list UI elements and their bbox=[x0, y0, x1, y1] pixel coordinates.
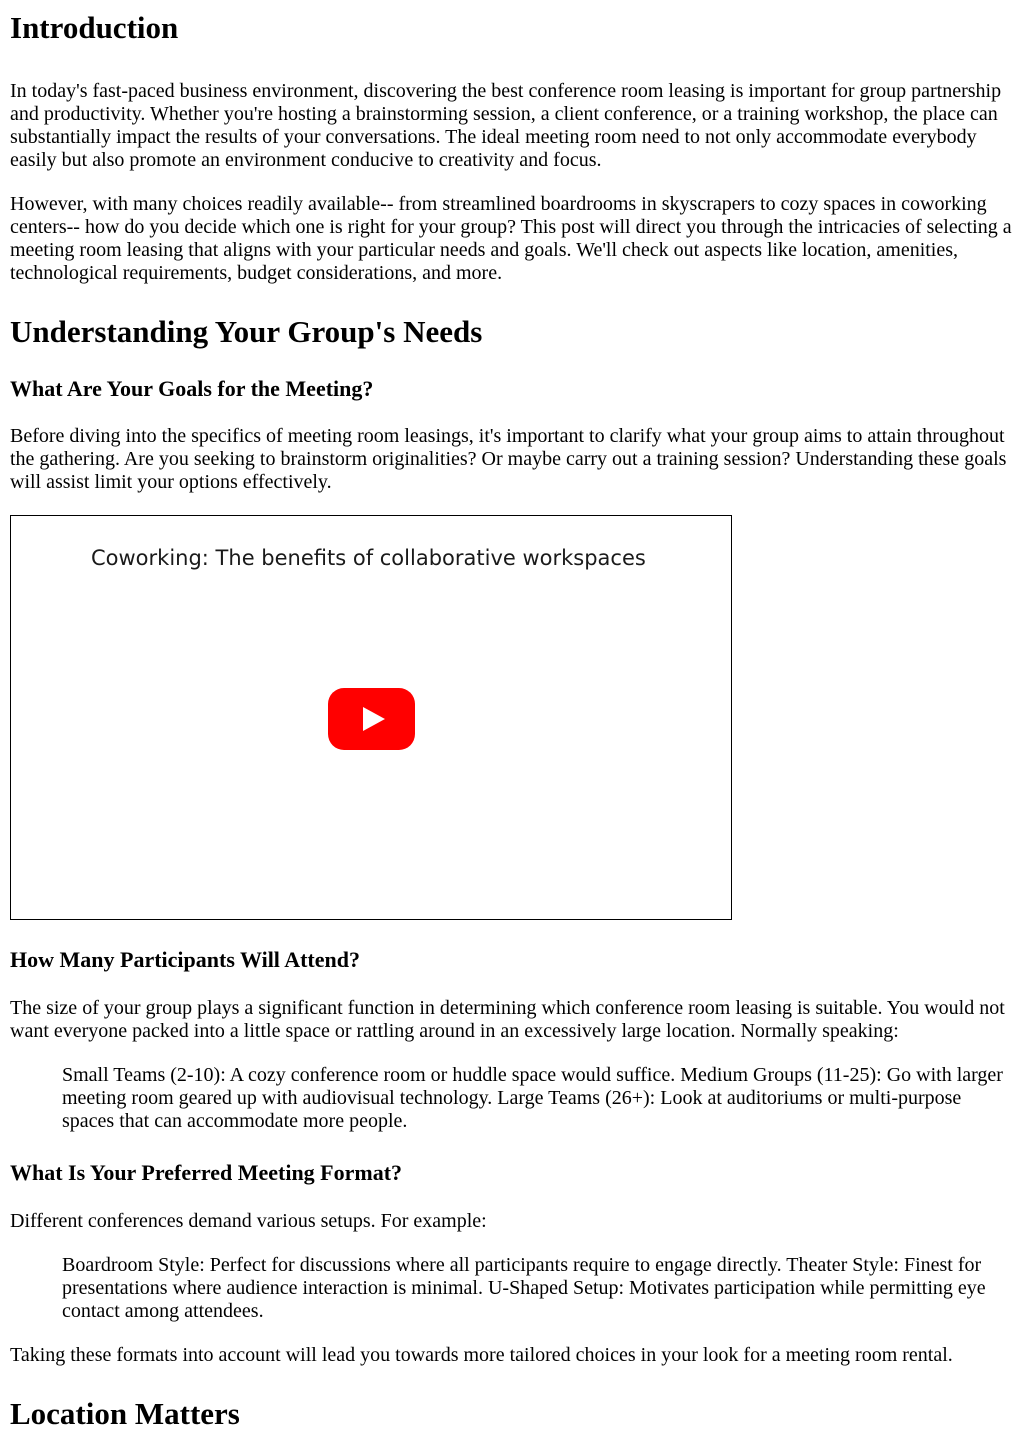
meeting-goals-heading: What Are Your Goals for the Meeting? bbox=[10, 376, 374, 401]
participants-paragraph: The size of your group plays a significant function in determining which conference room leasing is suitable. You would not want everyone packed into a little space or rattling around in an excessively large location. Normally speaking: bbox=[10, 997, 1005, 1042]
youtube-play-icon[interactable] bbox=[328, 688, 415, 750]
team-size-quote: Small Teams (2-10): A cozy conference room or huddle space would suffice. Medium Groups (11-25): Go with larger meeting room geared up with audiovisual technology. Large Teams (26+): Look at auditoriums or multi-purpose spaces that can accommodate more people. bbox=[62, 1064, 1003, 1132]
meeting-format-paragraph: Different conferences demand various setups. For example: bbox=[10, 1210, 487, 1232]
meeting-format-closing: Taking these formats into account will lead you towards more tailored choices in your look for a meeting room rental. bbox=[10, 1344, 953, 1366]
location-heading: Location Matters bbox=[10, 1396, 240, 1431]
video-title[interactable]: Coworking: The benefits of collaborative workspaces bbox=[91, 546, 646, 570]
meeting-format-quote: Boardroom Style: Perfect for discussions where all participants require to engage directly. Theater Style: Finest for presentations where audience interaction is minimal. U-Shaped Setup: Motivates participation while permitting eye contact among attendees. bbox=[62, 1254, 986, 1322]
group-needs-heading: Understanding Your Group's Needs bbox=[10, 314, 483, 349]
intro-paragraph-1: In today's fast-paced business environment, discovering the best conference room leasing is important for group partnership and productivity. Whether you're hosting a brainstorming session, a client conference, or a training workshop, the place can substantially impact the results of your conversations. The ideal meeting room need to not only accommodate everybody easily but also promote an environment conducive to creativity and focus. bbox=[10, 80, 1002, 171]
meeting-goals-paragraph: Before diving into the specifics of meeting room leasings, it's important to clarify what your group aims to attain throughout the gathering. Are you seeking to brainstorm originalities? Or maybe carry out a training session? Understanding these goals will assist limit your options effectively. bbox=[10, 425, 1007, 493]
meeting-format-heading: What Is Your Preferred Meeting Format? bbox=[10, 1160, 403, 1185]
introduction-heading: Introduction bbox=[10, 10, 179, 45]
intro-paragraph-2: However, with many choices readily available-- from streamlined boardrooms in skyscrapers to cozy spaces in coworking centers-- how do you decide which one is right for your group? This post will direct you through the intricacies of selecting a meeting room leasing that aligns with your particular needs and goals. We'll check out aspects like location, amenities, technological requirements, budget considerations, and more. bbox=[10, 193, 1012, 284]
video-embed[interactable] bbox=[10, 515, 732, 920]
participants-heading: How Many Participants Will Attend? bbox=[10, 947, 360, 972]
